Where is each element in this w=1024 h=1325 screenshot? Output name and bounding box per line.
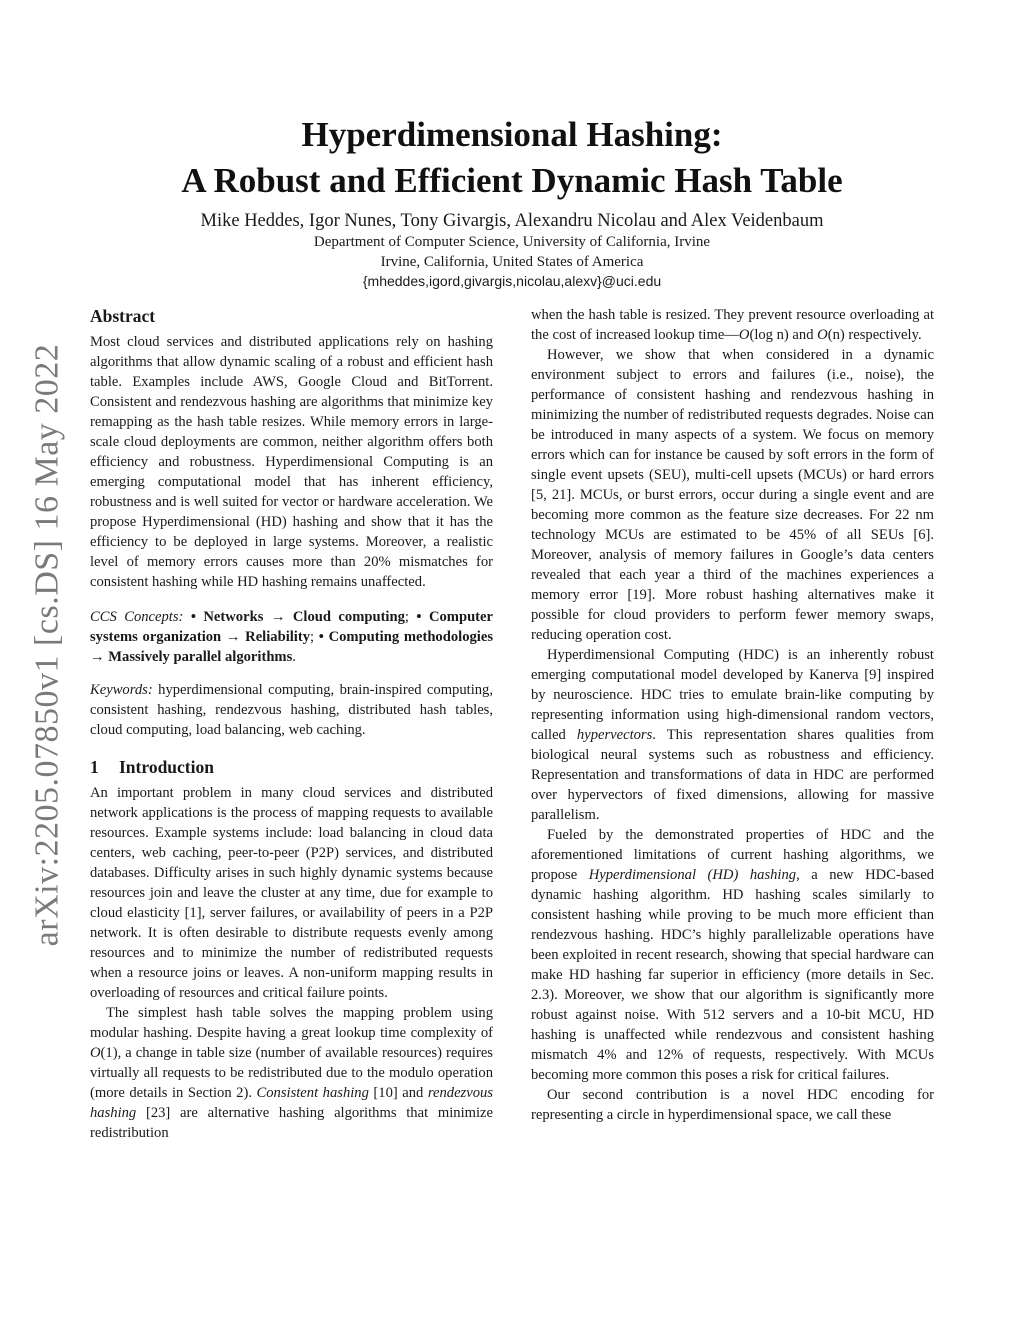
affiliation-block: [0, 233, 1024, 292]
location: Irvine, California, United States of America: [380, 253, 644, 270]
text-run: . This representation shares qualities from biological neural systems such as robustness and efficiency. Representation and transformations of data in HDC are performed over hypervectors of fixed dimensions, allowing for massive parallelism.: [531, 727, 934, 823]
author-emails: {mheddes,igord,givargis,nicolau,alexv}@uci.edu: [362, 273, 662, 289]
math-arg: (1): [100, 1045, 118, 1061]
ccs-separator: ;: [310, 629, 319, 645]
ccs-separator: ;: [404, 609, 417, 625]
math-symbol: O: [817, 327, 828, 343]
math-symbol: O: [738, 327, 750, 343]
intro-paragraph-1: An important problem in many cloud services and distributed network applications is the process of mapping requests to available resources. Example systems include: load balancing in cloud data centers, web caching, peer-to-peer (P2P) services, and distributed databases. Difficulty arises in such highly dynamic systems because resources join and leave the cluster at any time, due for example to cloud elasticity [1], server failures, or availability of peers in a P2P network. It is often desirable to distribute requests evenly among resources and to minimize the number of redistributed requests when a resource joins or leaves. A non-uniform mapping results in overloading of resources and critical failure points.: [90, 785, 493, 1001]
term-hd-hashing: Hyperdimensional (HD) hashing: [588, 867, 797, 883]
arxiv-id-text: arXiv:2205.07850v1 [cs.DS] 16 May 2022: [28, 343, 65, 947]
intro-paragraph-2: [90, 1003, 493, 1143]
title-line-2: A Robust and Efficient Dynamic Hash Table: [181, 161, 843, 200]
text-run: [10] and: [368, 1085, 428, 1101]
department: Department of Computer Science, University of California, Irvine: [313, 234, 711, 250]
ccs-concept-systems: • Computer systems organization → Reliability: [90, 609, 493, 645]
text-run: [23] are alternative hashing algorithms that minimize redistribution: [90, 1105, 493, 1141]
text-run: Fueled by the demonstrated properties of HDC and the aforementioned limitations of current hashing algorithms, we propose: [531, 827, 934, 883]
ccs-concept-computing: • Computing methodologies → Massively parallel algorithms: [90, 629, 493, 665]
ccs-concept-networks: • Networks → Cloud computing: [190, 609, 405, 625]
intro-paragraph-7: Our second contribution is a novel HDC encoding for representing a circle in hyperdimensional space, we call these: [531, 1087, 934, 1123]
abstract-text: Most cloud services and distributed applications rely on hashing algorithms that allow dynamic scaling of a robust and efficient hash table. Examples include AWS, Google Cloud and BitTorrent. Consistent and rendezvous hashing are algorithms that minimize key remapping as the hash table resizes. While memory errors in large-scale cloud deployments are common, neither algorithm offers both efficiency and robustness. Hyperdimensional Computing is an emerging computational model that has inherent efficiency, robustness and is well suited for vector or hardware acceleration. We propose Hyperdimensional (HD) hashing and show that it has the efficiency to be deployed in large systems. Moreover, a realistic level of memory errors causes more than 20% mismatches for consistent hashing while HD hashing remains unaffected.: [90, 334, 493, 590]
ccs-end: .: [292, 649, 296, 665]
paper-title: [0, 112, 1024, 204]
left-column: [90, 304, 493, 1143]
text-run: and: [788, 327, 818, 343]
abstract-heading: Abstract: [90, 306, 156, 326]
term-consistent-hashing: Consistent hashing: [256, 1085, 369, 1101]
section-heading-introduction: [90, 755, 493, 779]
author-list: Mike Heddes, Igor Nunes, Tony Givargis, Alexandru Nicolau and Alex Veidenbaum: [200, 211, 824, 231]
intro-paragraph-5: [531, 645, 934, 825]
math-symbol: O: [90, 1045, 101, 1061]
right-column: [531, 305, 934, 1125]
arxiv-identifier-sidebar: [18, 345, 76, 945]
text-run: , a new HDC-based dynamic hashing algorithm. HD hashing scales similarly to consistent hashing while proving to be much more efficient than rendezvous hashing. HDC’s highly parallelizable operations have been exploited in recent research, showing that special hardware can make HD hashing far superior in efficiency (more details in Sec. 2.3). Moreover, we show that our algorithm is significantly more robust against noise. With 512 servers and a 10-bit MCU, HD hashing is unaffected while rendezvous and consistent hashing mismatch 4% and 12% of requests, respectively. With MCUs becoming more common this poses a risk for critical failures.: [531, 867, 934, 1083]
term-hypervectors: hypervectors: [576, 727, 653, 743]
text-run: when the hash table is resized. They prevent resource overloading at the cost of increased lookup time—: [531, 307, 934, 343]
keywords: [90, 680, 493, 740]
keywords-text: hyperdimensional computing, brain-inspired computing, consistent hashing, rendezvous hashing, distributed hash tables, cloud computing, load balancing, web caching.: [90, 682, 493, 738]
math-arg: (n): [827, 327, 845, 343]
term-rendezvous-hashing: rendezvous hashing: [90, 1085, 493, 1121]
intro-paragraph-6: [531, 825, 934, 1085]
text-run: respectively.: [844, 327, 922, 343]
ccs-label: CCS Concepts:: [90, 609, 184, 625]
section-title: Introduction: [119, 757, 214, 777]
text-run: The simplest hash table solves the mapping problem using modular hashing. Despite having a great lookup time complexity of: [90, 1005, 493, 1041]
ccs-concepts: [90, 607, 493, 667]
intro-paragraph-3: [531, 305, 934, 345]
title-line-1: Hyperdimensional Hashing:: [301, 115, 723, 154]
keywords-label: Keywords:: [90, 682, 153, 698]
section-number: 1: [90, 757, 99, 777]
intro-paragraph-4: However, we show that when considered in a dynamic environment subject to errors and failures (i.e., noise), the performance of consistent hashing and rendezvous hashing in minimizing the number of redistributed requests degrades. Noise can be introduced in many aspects of a system. We focus on memory errors which can for instance be caused by soft errors in the form of single event upsets (SEU), multi-cell upsets (MCUs) or hard errors [5, 21]. MCUs, or burst errors, occur during a single event and are becoming more common as the feature size decreases. For 22 nm technology MCUs are estimated to be 45% of all SEUs [6]. Moreover, analysis of memory failures in Google’s data centers revealed that each year a third of the machines experiences a memory error [19]. More robust hashing alternatives make it possible for cloud providers to perform fewer memory swaps, reducing operation cost.: [531, 347, 934, 643]
math-arg: (log n): [749, 327, 789, 343]
text-run: , a change in table size (number of available resources) requires virtually all requests to be redistributed due to the modulo operation (more details in Section 2).: [90, 1045, 493, 1101]
text-run: Hyperdimensional Computing (HDC) is an inherently robust emerging computational model developed by Kanerva [9] inspired by neuroscience. HDC tries to emulate brain-like computing by representing information using high-dimensional random vectors, called: [531, 647, 934, 743]
